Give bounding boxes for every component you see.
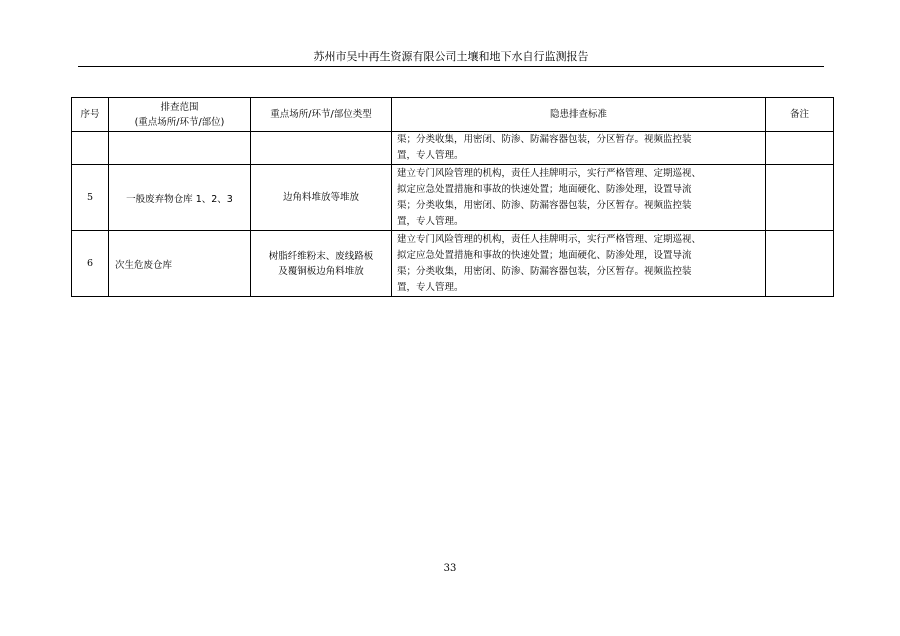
row-remark	[766, 132, 834, 165]
row-type-line: 及覆铜板边角料堆放	[278, 265, 364, 277]
hazard-inspection-table	[71, 97, 834, 297]
row-standard-line: 拟定应急处置措施和事故的快速处置；地面硬化、防渗处理，设置导流	[397, 249, 692, 261]
table-row	[72, 231, 834, 297]
column-header-no: 序号	[72, 98, 109, 132]
row-location: 次生危废仓库	[109, 231, 251, 297]
row-standard	[392, 231, 766, 297]
column-header-type: 重点场所/环节/部位类型	[251, 98, 392, 132]
row-remark	[766, 231, 834, 297]
column-header-location-line2: (重点场所/环节/部位)	[134, 116, 225, 128]
column-header-location-line1: 排查范围	[160, 101, 199, 113]
row-standard-line: 建立专门风险管理的机构，责任人挂牌明示，实行严格管理、定期巡视、	[397, 233, 702, 245]
row-standard-line: 置，专人管理。	[397, 281, 464, 293]
row-standard-line: 渠；分类收集，用密闭、防渗、防漏容器包装，分区暂存。视频监控装	[397, 265, 692, 277]
row-type	[251, 132, 392, 165]
row-type-line: 树脂纤维粉末、废线路板	[268, 250, 374, 262]
column-header-remark: 备注	[766, 98, 834, 132]
row-no	[72, 132, 109, 165]
row-standard-line: 拟定应急处置措施和事故的快速处置；地面硬化、防渗处理，设置导流	[397, 183, 692, 195]
row-type	[251, 165, 392, 231]
row-type	[251, 231, 392, 297]
row-location: 一般废弃物仓库 1、2、3	[109, 165, 251, 231]
header-rule	[78, 66, 824, 67]
row-standard	[392, 132, 766, 165]
table-row	[72, 132, 834, 165]
page-number: 33	[443, 563, 457, 574]
row-remark	[766, 165, 834, 231]
column-header-location	[109, 98, 251, 132]
row-no: 5	[72, 165, 109, 231]
row-standard-line: 置，专人管理。	[397, 150, 464, 161]
row-location	[109, 132, 251, 165]
row-type-line: 边角料堆放等堆放	[282, 192, 359, 203]
table-header-row	[72, 98, 834, 132]
row-standard-line: 置，专人管理。	[397, 215, 464, 227]
row-standard-line: 建立专门风险管理的机构，责任人挂牌明示，实行严格管理、定期巡视、	[397, 167, 702, 179]
row-no: 6	[72, 231, 109, 297]
row-standard	[392, 165, 766, 231]
row-standard-line: 渠；分类收集，用密闭、防渗、防漏容器包装，分区暂存。视频监控装	[397, 134, 692, 145]
table-row	[72, 165, 834, 231]
column-header-standard: 隐患排查标准	[392, 98, 766, 132]
row-standard-line: 渠；分类收集，用密闭、防渗、防漏容器包装，分区暂存。视频监控装	[397, 199, 692, 211]
running-header: 苏州市吴中再生资源有限公司土壤和地下水自行监测报告	[313, 50, 589, 63]
